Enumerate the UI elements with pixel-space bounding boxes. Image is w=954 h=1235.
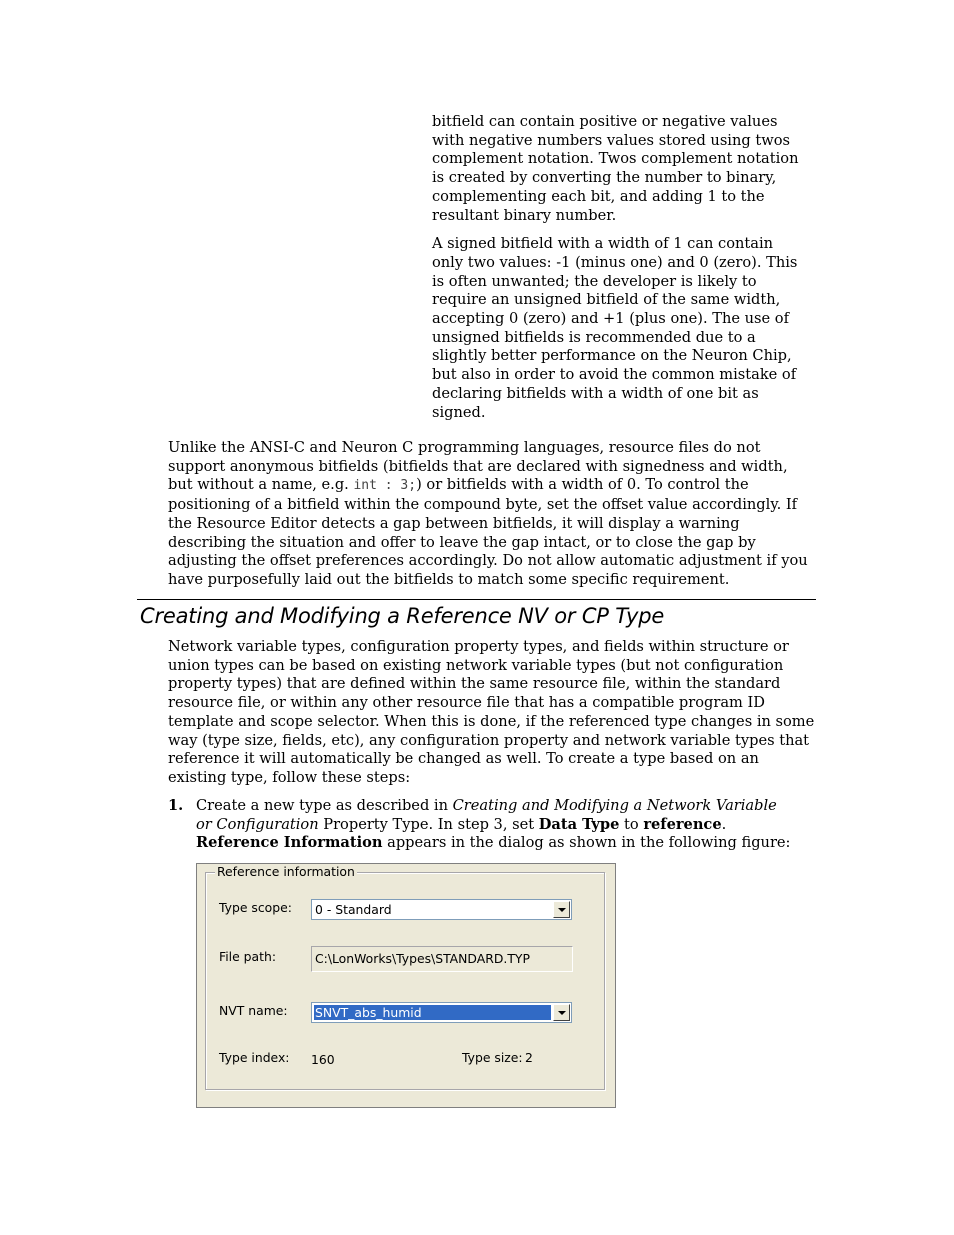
file-path-value: C:\LonWorks\Types\STANDARD.TYP xyxy=(315,951,530,966)
nvt-name-dropdown[interactable] xyxy=(311,1002,572,1023)
bitfields-text-start: Unlike the ANSI-C and Neuron C programming languages, resource files do not support anonymous bitfields (bitfields that are declared with signedness and width, but without a name, e.g. xyxy=(168,439,788,494)
type-size-label: Type size: xyxy=(462,1050,523,1065)
section-intro-paragraph: Network variable types, configuration property types, and fields within structure or union types can be based on existing network variable types (but not configuration property types) that are defined within the same resource file, within the standard resource file, or within any other resource file that has a compatible program ID template and scope selector. When this is done, if the referenced type changes in some way (type size, fields, etc), any configuration property and network variable types that reference it will automatically be changed as well. To create a type based on an existing type, follow these steps: xyxy=(168,638,815,786)
chevron-down-icon[interactable] xyxy=(553,901,570,918)
chevron-down-icon[interactable] xyxy=(553,1004,570,1021)
type-index-value: 160 xyxy=(311,1052,335,1067)
step-text-part: to xyxy=(619,815,644,833)
bitfield-signedness-paragraph: bitfield can contain positive or negative values with negative numbers values stored using twos complement notation. Twos complement notation is created by converting the number to binary, complementing each bit, and adding 1 to the resultant binary number. xyxy=(432,113,799,224)
file-path-field xyxy=(311,946,573,972)
code-snippet: int : 3; xyxy=(353,478,417,494)
step-number: 1. xyxy=(168,797,184,814)
reference-information-dialog xyxy=(196,863,616,1108)
type-scope-value: 0 - Standard xyxy=(315,902,392,917)
type-scope-label: Type scope: xyxy=(219,900,292,915)
group-title: Reference information xyxy=(217,864,355,879)
reference-information-term: Reference Information xyxy=(196,834,383,852)
type-size-value: 2 xyxy=(525,1050,533,1065)
bitfields-text-end: ) or bitfields with a width of 0. To control the positioning of a bitfield within the compound byte, set the offset value accordingly. If the Resource Editor detects a gap between bitfields, it will display a warning describing the situation and offer to leave the gap intact, or to close the gap by adjusting the offset preferences accordingly. Do not allow automatic adjustment if you have purposefully laid out the bitfields to match some specific requirement. xyxy=(168,476,808,588)
reference-term: reference xyxy=(643,815,722,833)
data-type-term: Data Type xyxy=(538,815,620,833)
step-text-part: appears in the dialog as shown in the following figure: xyxy=(382,834,791,852)
step-text-part: Property Type. In step 3, set xyxy=(318,815,539,833)
right-column-text xyxy=(432,113,804,432)
section-heading: Creating and Modifying a Reference NV or CP Type xyxy=(140,604,665,628)
section-divider xyxy=(137,599,816,600)
step-text xyxy=(196,797,796,853)
nvt-name-label: NVT name: xyxy=(219,1003,288,1018)
signed-bitfield-paragraph: A signed bitfield with a width of 1 can contain only two values: -1 (minus one) and 0 (zero). This is often unwanted; the developer is likely to require an unsigned bitfield of the same width, accepting 0 (zero) and +1 (plus one). The use of unsigned bitfields is recommended due to a slightly better performance on the Neuron Chip, but also in order to avoid the common mistake of declaring bitfields with a width of one bit as signed. xyxy=(432,235,798,421)
type-scope-dropdown[interactable] xyxy=(311,899,572,920)
anonymous-bitfields-paragraph xyxy=(168,439,816,590)
file-path-label: File path: xyxy=(219,949,277,964)
step-text-part: Create a new type as described in xyxy=(196,797,453,814)
type-index-label: Type index: xyxy=(219,1050,290,1065)
step-reference-title: Creating and Modifying a Network Variable or Configuration xyxy=(196,797,777,833)
nvt-name-value: SNVT_abs_humid xyxy=(314,1005,551,1020)
step-text-part: . xyxy=(721,815,727,833)
